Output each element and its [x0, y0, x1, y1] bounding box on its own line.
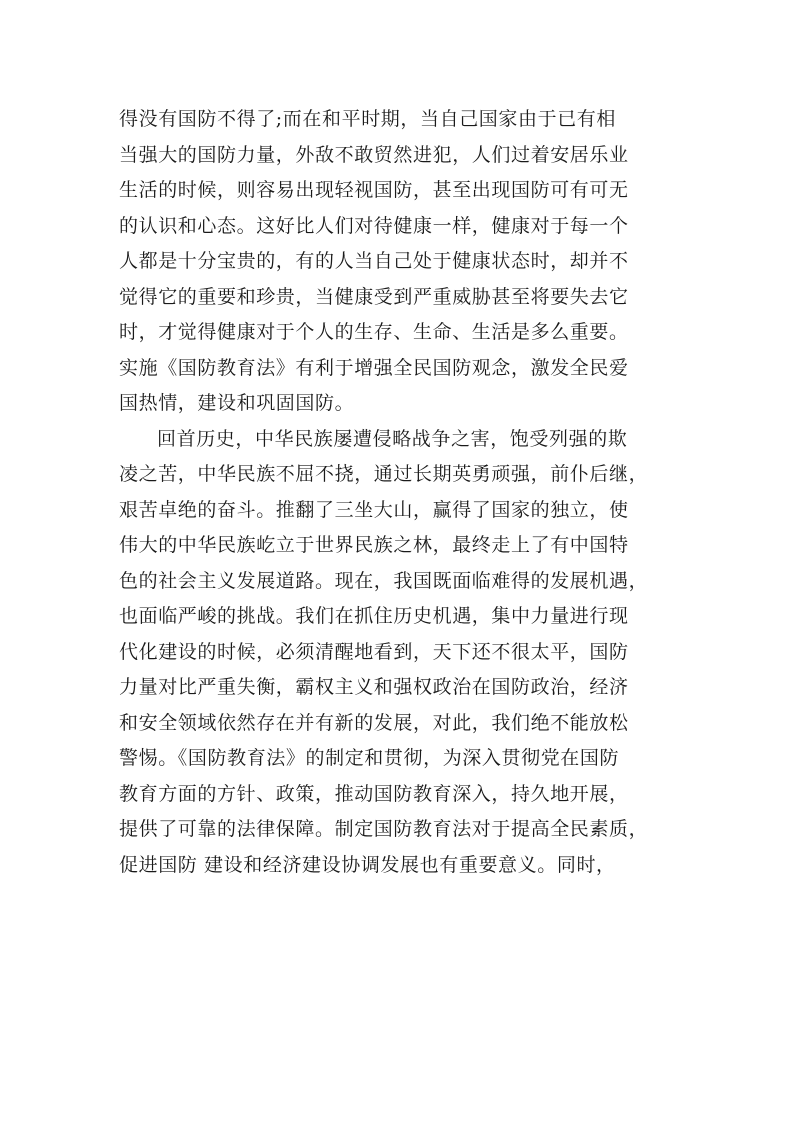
text-line: 促进国防 建设和经济建设协调发展也有重要意义。同时， — [119, 853, 616, 876]
text-line: 凌之苦，中华民族不屈不挠，通过长期英勇顽强，前仆后继， — [119, 463, 649, 485]
text-line: 和安全领域依然存在并有新的发展，对此，我们绝不能放松 — [119, 711, 629, 734]
text-line: 人都是十分宝贵的，有的人当自己处于健康状态时，却并不 — [119, 250, 629, 272]
text-line: 提供了可靠的法律保障。制定国防教育法对于提高全民素质， — [119, 818, 649, 840]
text-line: 觉得它的重要和珍贵，当健康受到严重威胁甚至将要失去它 — [119, 285, 629, 308]
text-line: 得没有国防不得了;而在和平时期，当自己国家由于已有相 — [119, 108, 617, 130]
text-line: 艰苦卓绝的奋斗。推翻了三坐大山，赢得了国家的独立，使 — [119, 498, 629, 521]
text-line: 也面临严峻的挑战。我们在抓住历史机遇，集中力量进行现 — [119, 605, 629, 627]
text-line: 时，才觉得健康对于个人的生存、生命、生活是多么重要。 — [119, 321, 629, 343]
text-line: 教育方面的方针、政策，推动国防教育深入，持久地开展， — [119, 782, 629, 805]
text-line: 生活的时候，则容易出现轻视国防，甚至出现国防可有可无 — [119, 179, 629, 201]
text-line: 色的社会主义发展道路。现在，我国既面临难得的发展机遇， — [119, 569, 649, 592]
text-line: 警惕。《国防教育法》的制定和贯彻，为深入贯彻党在国防 — [119, 747, 620, 769]
text-line: 伟大的中华民族屹立于世界民族之林，最终走上了有中国特 — [119, 534, 629, 556]
text-line: 代化建设的时候，必须清醒地看到，天下还不很太平，国防 — [119, 640, 629, 663]
document-body — [119, 102, 699, 883]
text-line: 国热情，建设和巩固国防。 — [119, 392, 355, 414]
text-line: 实施《国防教育法》有利于增强全民国防观念，激发全民爱 — [119, 356, 629, 379]
paragraph-first-line: 回首历史，中华民族屡遭侵略战争之害，饱受列强的欺 — [157, 427, 628, 450]
text-line: 的认识和心态。这好比人们对待健康一样，健康对于每一个 — [119, 214, 629, 237]
text-line: 当强大的国防力量，外敌不敢贸然进犯，人们过着安居乐业 — [119, 143, 629, 166]
text-line: 力量对比严重失衡，霸权主义和强权政治在国防政治，经济 — [119, 676, 629, 698]
